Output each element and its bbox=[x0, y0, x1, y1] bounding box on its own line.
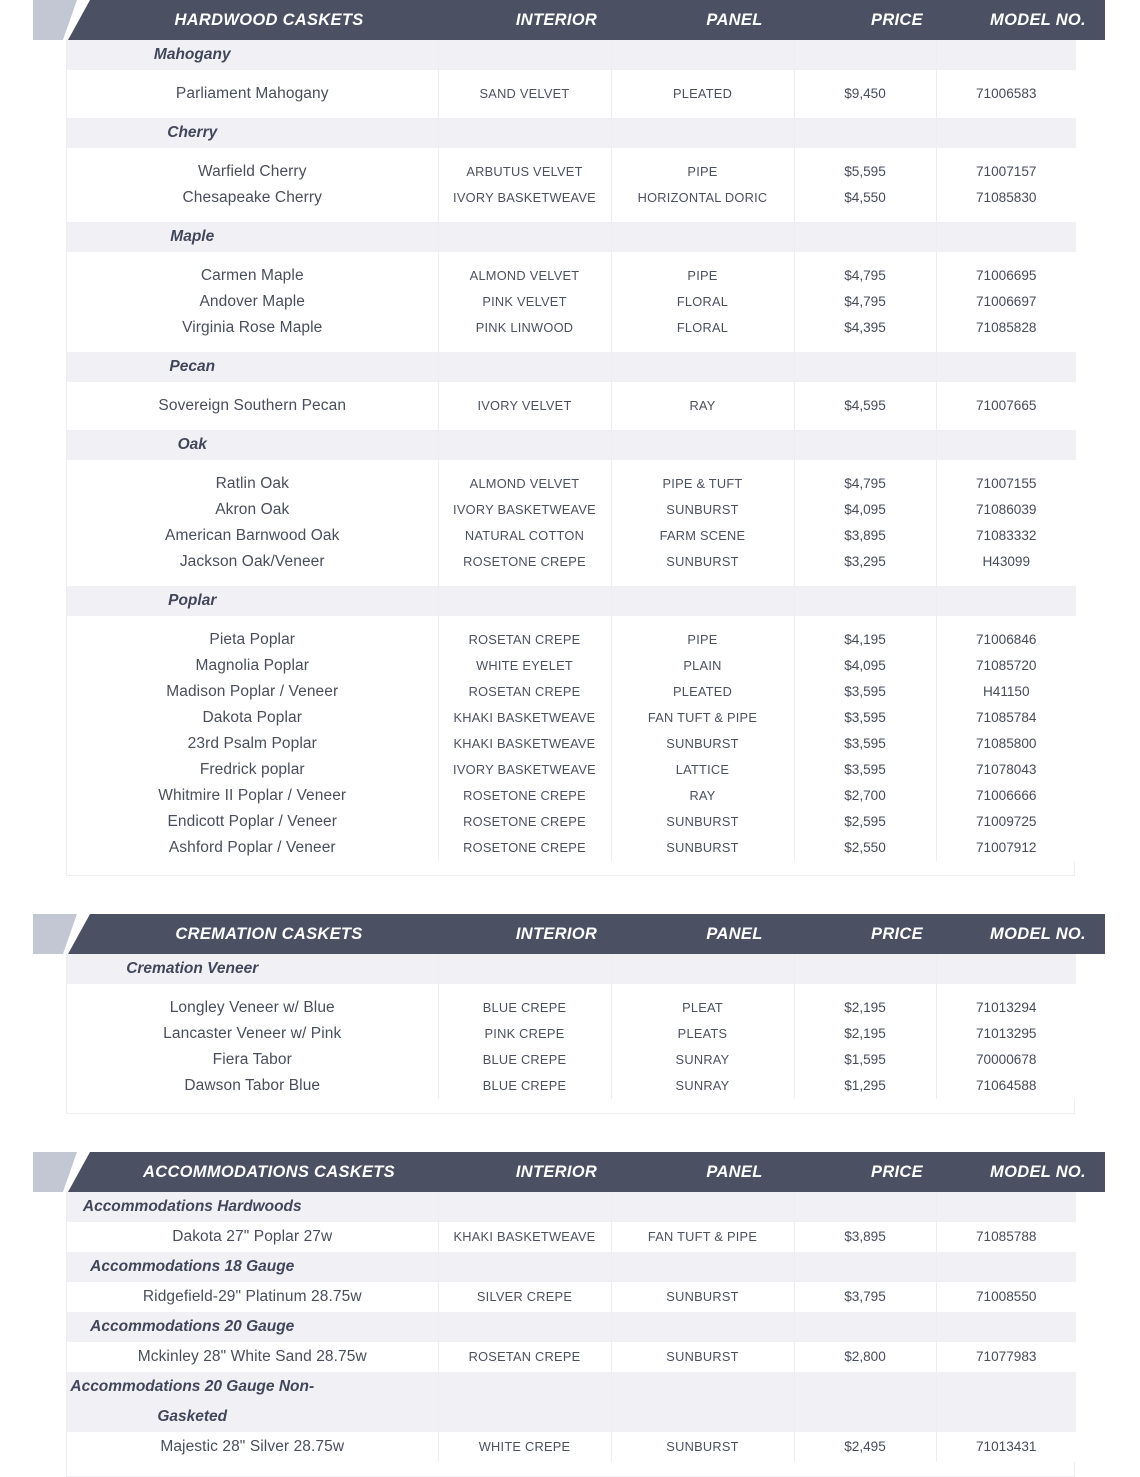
cell-interior: ROSETONE CREPE bbox=[438, 835, 611, 861]
row-spacer bbox=[67, 382, 1076, 393]
cell-product-name: Parliament Mahogany bbox=[67, 81, 438, 107]
group-label: Mahogany bbox=[153, 46, 231, 63]
column-header-title: CREMATION CASKETS bbox=[175, 924, 363, 943]
group-header-row bbox=[67, 1312, 1076, 1342]
row-spacer bbox=[67, 107, 1076, 118]
cell-price: $4,795 bbox=[794, 471, 936, 497]
cell-product-name: Dakota Poplar bbox=[67, 705, 438, 731]
cell-interior: KHAKI BASKETWEAVE bbox=[438, 731, 611, 757]
table-row bbox=[67, 627, 1076, 653]
cell-product-name: Endicott Poplar / Veneer bbox=[67, 809, 438, 835]
group-blank-model bbox=[936, 1252, 1076, 1282]
group-label-cell bbox=[67, 118, 438, 148]
cell-product-name: Dakota 27" Poplar 27w bbox=[67, 1222, 438, 1252]
cell-model-no: 71006695 bbox=[936, 263, 1076, 289]
group-blank-interior bbox=[438, 586, 611, 616]
cell-panel: SUNBURST bbox=[611, 1432, 794, 1462]
group-blank-price bbox=[794, 118, 936, 148]
group-blank-interior bbox=[438, 1252, 611, 1282]
group-label: Poplar bbox=[168, 592, 217, 609]
group-blank-price bbox=[794, 1312, 936, 1342]
cell-price: $4,195 bbox=[794, 627, 936, 653]
cell-price: $4,595 bbox=[794, 393, 936, 419]
group-label-cell bbox=[67, 222, 438, 252]
row-spacer bbox=[67, 148, 1076, 159]
group-header-row bbox=[67, 40, 1076, 70]
group-blank-panel bbox=[611, 1192, 794, 1222]
header-columns bbox=[68, 0, 1105, 40]
cell-panel: RAY bbox=[611, 783, 794, 809]
cell-model-no: 71007912 bbox=[936, 835, 1076, 861]
cell-price: $4,395 bbox=[794, 315, 936, 341]
group-header-row bbox=[67, 352, 1076, 382]
column-header-panel: PANEL bbox=[706, 10, 763, 29]
table-row bbox=[67, 1432, 1076, 1462]
cell-panel: SUNBURST bbox=[611, 1342, 794, 1372]
row-spacer bbox=[67, 984, 1076, 995]
column-header-model: MODEL NO. bbox=[990, 1162, 1086, 1181]
group-blank-model bbox=[936, 118, 1076, 148]
table-row bbox=[67, 783, 1076, 809]
table-row bbox=[67, 393, 1076, 419]
cell-interior: IVORY BASKETWEAVE bbox=[438, 497, 611, 523]
group-label: Maple bbox=[170, 228, 215, 245]
cell-interior: IVORY BASKETWEAVE bbox=[438, 185, 611, 211]
cell-interior: PINK VELVET bbox=[438, 289, 611, 315]
group-blank-panel bbox=[611, 352, 794, 382]
casket-table bbox=[67, 954, 1076, 1099]
cell-interior: WHITE CREPE bbox=[438, 1432, 611, 1462]
group-blank-model bbox=[936, 1312, 1076, 1342]
cell-model-no: 71085720 bbox=[936, 653, 1076, 679]
cell-product-name: Madison Poplar / Veneer bbox=[67, 679, 438, 705]
group-label-cell bbox=[67, 586, 438, 616]
row-spacer bbox=[67, 70, 1076, 81]
cell-interior: ROSETONE CREPE bbox=[438, 549, 611, 575]
group-blank-model bbox=[936, 430, 1076, 460]
cell-price: $1,595 bbox=[794, 1047, 936, 1073]
cell-model-no: 71083332 bbox=[936, 523, 1076, 549]
group-blank-model bbox=[936, 1372, 1076, 1432]
group-header-row bbox=[67, 954, 1076, 984]
cell-interior: PINK CREPE bbox=[438, 1021, 611, 1047]
group-label: Accommodations 20 Gauge Non-Gasketed bbox=[70, 1378, 315, 1425]
cell-panel: FAN TUFT & PIPE bbox=[611, 1222, 794, 1252]
cell-model-no: 71006666 bbox=[936, 783, 1076, 809]
cell-product-name: Longley Veneer w/ Blue bbox=[67, 995, 438, 1021]
cell-price: $3,295 bbox=[794, 549, 936, 575]
cell-interior: IVORY VELVET bbox=[438, 393, 611, 419]
table-row bbox=[67, 731, 1076, 757]
cell-model-no: 71086039 bbox=[936, 497, 1076, 523]
group-label-cell bbox=[67, 40, 438, 70]
cell-product-name: Pieta Poplar bbox=[67, 627, 438, 653]
cell-panel: SUNBURST bbox=[611, 809, 794, 835]
casket-table bbox=[67, 40, 1076, 861]
cell-price: $2,800 bbox=[794, 1342, 936, 1372]
cell-panel: RAY bbox=[611, 393, 794, 419]
section-body bbox=[66, 40, 1075, 876]
group-label: Accommodations 18 Gauge bbox=[90, 1258, 295, 1275]
group-blank-interior bbox=[438, 1312, 611, 1342]
cell-model-no: 71085784 bbox=[936, 705, 1076, 731]
cell-product-name: 23rd Psalm Poplar bbox=[67, 731, 438, 757]
column-header-interior: INTERIOR bbox=[515, 924, 598, 943]
group-blank-panel bbox=[611, 1252, 794, 1282]
group-label-cell bbox=[67, 1192, 438, 1222]
cell-price: $2,495 bbox=[794, 1432, 936, 1462]
group-label: Cherry bbox=[167, 124, 218, 141]
table-row bbox=[67, 289, 1076, 315]
cell-price: $2,550 bbox=[794, 835, 936, 861]
cell-model-no: 71007665 bbox=[936, 393, 1076, 419]
cell-product-name: Whitmire II Poplar / Veneer bbox=[67, 783, 438, 809]
row-spacer bbox=[67, 211, 1076, 222]
group-blank-model bbox=[936, 40, 1076, 70]
cell-product-name: Magnolia Poplar bbox=[67, 653, 438, 679]
column-header-price: PRICE bbox=[871, 1162, 923, 1181]
cell-panel: FARM SCENE bbox=[611, 523, 794, 549]
column-header-model: MODEL NO. bbox=[990, 10, 1086, 29]
group-label: Pecan bbox=[169, 358, 216, 375]
section-header bbox=[33, 914, 1105, 954]
cell-price: $3,595 bbox=[794, 731, 936, 757]
group-blank-model bbox=[936, 222, 1076, 252]
group-blank-interior bbox=[438, 954, 611, 984]
cell-price: $4,795 bbox=[794, 289, 936, 315]
group-label: Accommodations Hardwoods bbox=[82, 1198, 302, 1215]
group-blank-interior bbox=[438, 352, 611, 382]
cell-product-name: Warfield Cherry bbox=[67, 159, 438, 185]
table-row bbox=[67, 471, 1076, 497]
cell-interior: ALMOND VELVET bbox=[438, 471, 611, 497]
group-blank-interior bbox=[438, 430, 611, 460]
cell-panel: SUNBURST bbox=[611, 835, 794, 861]
cell-product-name: Andover Maple bbox=[67, 289, 438, 315]
cell-product-name: American Barnwood Oak bbox=[67, 523, 438, 549]
cell-product-name: Mckinley 28" White Sand 28.75w bbox=[67, 1342, 438, 1372]
cell-model-no: 71077983 bbox=[936, 1342, 1076, 1372]
group-label-cell bbox=[67, 352, 438, 382]
section-body bbox=[66, 954, 1075, 1114]
cell-panel: PIPE bbox=[611, 159, 794, 185]
cell-product-name: Fiera Tabor bbox=[67, 1047, 438, 1073]
cell-price: $1,295 bbox=[794, 1073, 936, 1099]
group-label-cell bbox=[67, 954, 438, 984]
group-blank-panel bbox=[611, 1312, 794, 1342]
cell-model-no: 71009725 bbox=[936, 809, 1076, 835]
cell-interior: ROSETAN CREPE bbox=[438, 627, 611, 653]
table-row bbox=[67, 497, 1076, 523]
cell-product-name: Majestic 28" Silver 28.75w bbox=[67, 1432, 438, 1462]
header-columns bbox=[68, 914, 1105, 954]
cell-price: $2,595 bbox=[794, 809, 936, 835]
row-spacer bbox=[67, 575, 1076, 586]
cell-model-no: 71007155 bbox=[936, 471, 1076, 497]
table-row bbox=[67, 1047, 1076, 1073]
cell-price: $4,095 bbox=[794, 497, 936, 523]
cell-model-no: 71013431 bbox=[936, 1432, 1076, 1462]
group-blank-interior bbox=[438, 40, 611, 70]
header-columns bbox=[68, 1152, 1105, 1192]
cell-price: $4,550 bbox=[794, 185, 936, 211]
group-blank-model bbox=[936, 954, 1076, 984]
group-blank-panel bbox=[611, 430, 794, 460]
cell-panel: LATTICE bbox=[611, 757, 794, 783]
cell-model-no: 71085800 bbox=[936, 731, 1076, 757]
section-body bbox=[66, 1192, 1075, 1477]
cell-interior: SILVER CREPE bbox=[438, 1282, 611, 1312]
column-header-interior: INTERIOR bbox=[515, 10, 598, 29]
group-blank-price bbox=[794, 954, 936, 984]
cell-interior: PINK LINWOOD bbox=[438, 315, 611, 341]
cell-interior: BLUE CREPE bbox=[438, 995, 611, 1021]
table-row bbox=[67, 757, 1076, 783]
group-blank-panel bbox=[611, 1372, 794, 1432]
group-blank-interior bbox=[438, 222, 611, 252]
cell-panel: PLEAT bbox=[611, 995, 794, 1021]
row-spacer bbox=[67, 419, 1076, 430]
cell-interior: KHAKI BASKETWEAVE bbox=[438, 1222, 611, 1252]
cell-model-no: 71006846 bbox=[936, 627, 1076, 653]
table-row bbox=[67, 159, 1076, 185]
cell-interior: BLUE CREPE bbox=[438, 1047, 611, 1073]
row-spacer bbox=[67, 616, 1076, 627]
column-header-panel: PANEL bbox=[706, 924, 763, 943]
group-label-cell bbox=[67, 1252, 438, 1282]
cell-model-no: 71085830 bbox=[936, 185, 1076, 211]
section-header bbox=[33, 1152, 1105, 1192]
group-blank-price bbox=[794, 222, 936, 252]
group-blank-price bbox=[794, 1252, 936, 1282]
cell-price: $4,095 bbox=[794, 653, 936, 679]
cell-panel: SUNBURST bbox=[611, 1282, 794, 1312]
cell-price: $4,795 bbox=[794, 263, 936, 289]
cell-product-name: Lancaster Veneer w/ Pink bbox=[67, 1021, 438, 1047]
table-row bbox=[67, 1021, 1076, 1047]
casket-section bbox=[0, 1152, 1140, 1477]
group-label: Cremation Veneer bbox=[126, 960, 259, 977]
group-blank-panel bbox=[611, 954, 794, 984]
cell-panel: PLEATED bbox=[611, 81, 794, 107]
group-label-cell bbox=[67, 1312, 438, 1342]
table-row bbox=[67, 653, 1076, 679]
column-header-title: ACCOMMODATIONS CASKETS bbox=[143, 1162, 395, 1181]
cell-interior: ROSETONE CREPE bbox=[438, 809, 611, 835]
cell-model-no: 71085828 bbox=[936, 315, 1076, 341]
group-header-row bbox=[67, 1372, 1076, 1432]
cell-panel: SUNRAY bbox=[611, 1073, 794, 1099]
cell-panel: PIPE bbox=[611, 627, 794, 653]
column-header-price: PRICE bbox=[871, 924, 923, 943]
table-row bbox=[67, 185, 1076, 211]
group-blank-price bbox=[794, 1192, 936, 1222]
group-blank-interior bbox=[438, 118, 611, 148]
group-header-row bbox=[67, 1252, 1076, 1282]
cell-product-name: Ratlin Oak bbox=[67, 471, 438, 497]
cell-panel: PIPE & TUFT bbox=[611, 471, 794, 497]
column-header-model: MODEL NO. bbox=[990, 924, 1086, 943]
group-blank-panel bbox=[611, 40, 794, 70]
row-spacer bbox=[67, 341, 1076, 352]
table-row bbox=[67, 1282, 1076, 1312]
cell-model-no: 71085788 bbox=[936, 1222, 1076, 1252]
column-header-interior: INTERIOR bbox=[515, 1162, 598, 1181]
cell-interior: ROSETAN CREPE bbox=[438, 679, 611, 705]
cell-model-no: 71078043 bbox=[936, 757, 1076, 783]
table-row bbox=[67, 835, 1076, 861]
group-header-row bbox=[67, 118, 1076, 148]
cell-price: $9,450 bbox=[794, 81, 936, 107]
cell-panel: SUNBURST bbox=[611, 497, 794, 523]
section-header bbox=[33, 0, 1105, 40]
cell-panel: PLEATED bbox=[611, 679, 794, 705]
table-row bbox=[67, 995, 1076, 1021]
cell-model-no: H43099 bbox=[936, 549, 1076, 575]
cell-price: $2,195 bbox=[794, 1021, 936, 1047]
cell-model-no: 71008550 bbox=[936, 1282, 1076, 1312]
group-blank-interior bbox=[438, 1192, 611, 1222]
table-row bbox=[67, 705, 1076, 731]
cell-interior: ROSETONE CREPE bbox=[438, 783, 611, 809]
cell-model-no: 71006697 bbox=[936, 289, 1076, 315]
cell-interior: ALMOND VELVET bbox=[438, 263, 611, 289]
group-label: Accommodations 20 Gauge bbox=[90, 1318, 295, 1335]
cell-price: $3,895 bbox=[794, 523, 936, 549]
cell-price: $3,895 bbox=[794, 1222, 936, 1252]
cell-product-name: Sovereign Southern Pecan bbox=[67, 393, 438, 419]
group-blank-panel bbox=[611, 586, 794, 616]
table-row bbox=[67, 549, 1076, 575]
cell-interior: NATURAL COTTON bbox=[438, 523, 611, 549]
row-spacer bbox=[67, 252, 1076, 263]
group-label-cell bbox=[67, 430, 438, 460]
group-header-row bbox=[67, 586, 1076, 616]
cell-panel: SUNBURST bbox=[611, 731, 794, 757]
cell-product-name: Ridgefield-29" Platinum 28.75w bbox=[67, 1282, 438, 1312]
cell-product-name: Fredrick poplar bbox=[67, 757, 438, 783]
cell-price: $2,700 bbox=[794, 783, 936, 809]
cell-price: $2,195 bbox=[794, 995, 936, 1021]
table-row bbox=[67, 315, 1076, 341]
group-blank-price bbox=[794, 40, 936, 70]
column-header-title: HARDWOOD CASKETS bbox=[174, 10, 364, 29]
table-row bbox=[67, 1073, 1076, 1099]
cell-price: $5,595 bbox=[794, 159, 936, 185]
cell-interior: WHITE EYELET bbox=[438, 653, 611, 679]
table-row bbox=[67, 1342, 1076, 1372]
cell-panel: FAN TUFT & PIPE bbox=[611, 705, 794, 731]
cell-interior: IVORY BASKETWEAVE bbox=[438, 757, 611, 783]
cell-panel: SUNBURST bbox=[611, 549, 794, 575]
group-blank-price bbox=[794, 430, 936, 460]
cell-price: $3,595 bbox=[794, 679, 936, 705]
group-blank-interior bbox=[438, 1372, 611, 1432]
group-blank-price bbox=[794, 352, 936, 382]
group-label-cell bbox=[67, 1372, 438, 1432]
cell-product-name: Carmen Maple bbox=[67, 263, 438, 289]
group-header-row bbox=[67, 222, 1076, 252]
cell-price: $3,795 bbox=[794, 1282, 936, 1312]
cell-product-name: Chesapeake Cherry bbox=[67, 185, 438, 211]
cell-price: $3,595 bbox=[794, 757, 936, 783]
cell-interior: KHAKI BASKETWEAVE bbox=[438, 705, 611, 731]
row-spacer bbox=[67, 460, 1076, 471]
cell-product-name: Ashford Poplar / Veneer bbox=[67, 835, 438, 861]
cell-panel: PLEATS bbox=[611, 1021, 794, 1047]
casket-table bbox=[67, 1192, 1076, 1462]
table-row bbox=[67, 523, 1076, 549]
table-row bbox=[67, 263, 1076, 289]
cell-product-name: Akron Oak bbox=[67, 497, 438, 523]
group-header-row bbox=[67, 1192, 1076, 1222]
group-blank-panel bbox=[611, 118, 794, 148]
cell-panel: PLAIN bbox=[611, 653, 794, 679]
table-row bbox=[67, 679, 1076, 705]
cell-panel: SUNRAY bbox=[611, 1047, 794, 1073]
cell-panel: PIPE bbox=[611, 263, 794, 289]
group-label: Oak bbox=[177, 436, 207, 453]
column-header-price: PRICE bbox=[871, 10, 923, 29]
table-row bbox=[67, 809, 1076, 835]
group-blank-panel bbox=[611, 222, 794, 252]
cell-model-no: 71013294 bbox=[936, 995, 1076, 1021]
cell-price: $3,595 bbox=[794, 705, 936, 731]
column-header-panel: PANEL bbox=[706, 1162, 763, 1181]
cell-product-name: Jackson Oak/Veneer bbox=[67, 549, 438, 575]
table-row bbox=[67, 81, 1076, 107]
group-blank-model bbox=[936, 352, 1076, 382]
cell-panel: FLORAL bbox=[611, 315, 794, 341]
group-blank-price bbox=[794, 1372, 936, 1432]
cell-product-name: Dawson Tabor Blue bbox=[67, 1073, 438, 1099]
cell-interior: SAND VELVET bbox=[438, 81, 611, 107]
cell-model-no: 71064588 bbox=[936, 1073, 1076, 1099]
group-header-row bbox=[67, 430, 1076, 460]
cell-model-no: 71007157 bbox=[936, 159, 1076, 185]
cell-interior: ROSETAN CREPE bbox=[438, 1342, 611, 1372]
group-blank-model bbox=[936, 586, 1076, 616]
cell-model-no: 71013295 bbox=[936, 1021, 1076, 1047]
cell-panel: HORIZONTAL DORIC bbox=[611, 185, 794, 211]
cell-model-no: 70000678 bbox=[936, 1047, 1076, 1073]
group-blank-model bbox=[936, 1192, 1076, 1222]
cell-panel: FLORAL bbox=[611, 289, 794, 315]
cell-model-no: 71006583 bbox=[936, 81, 1076, 107]
cell-model-no: H41150 bbox=[936, 679, 1076, 705]
cell-product-name: Virginia Rose Maple bbox=[67, 315, 438, 341]
cell-interior: ARBUTUS VELVET bbox=[438, 159, 611, 185]
table-row bbox=[67, 1222, 1076, 1252]
casket-section bbox=[0, 914, 1140, 1114]
cell-interior: BLUE CREPE bbox=[438, 1073, 611, 1099]
group-blank-price bbox=[794, 586, 936, 616]
